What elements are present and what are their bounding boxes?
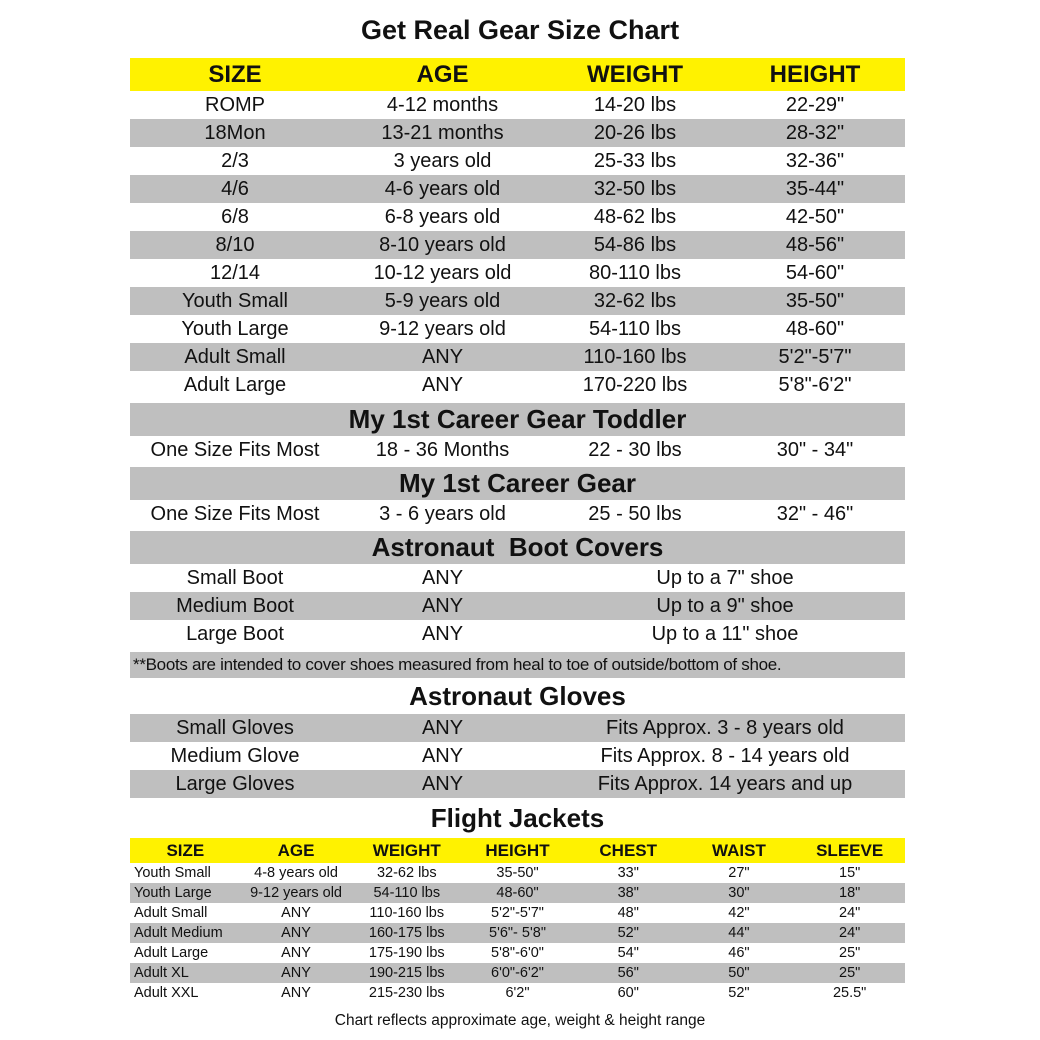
cell: Large Boot xyxy=(186,622,284,645)
cell: ANY xyxy=(421,594,464,617)
cell: Up to a 11" shoe xyxy=(651,622,799,645)
cell: 32-50 lbs xyxy=(593,177,677,200)
cell: 54" xyxy=(617,945,639,961)
table-row xyxy=(130,175,905,203)
cell: ANY xyxy=(421,345,464,368)
cell: 25" xyxy=(839,965,861,981)
cell: 30" xyxy=(728,885,750,901)
cell: 56" xyxy=(617,965,639,981)
cell: ANY xyxy=(421,772,464,795)
cell: 22 - 30 lbs xyxy=(588,438,682,461)
cell: 110-160 lbs xyxy=(369,905,445,921)
cell: Adult Medium xyxy=(134,925,223,941)
cell: ANY xyxy=(421,622,464,645)
table-row xyxy=(130,923,905,943)
cell: 22-29" xyxy=(785,93,845,116)
cell: 32-62 lbs xyxy=(593,289,677,312)
cell: 38" xyxy=(617,885,639,901)
cell: 8/10 xyxy=(215,233,255,256)
cell: 54-60" xyxy=(785,261,845,284)
cell: Fits Approx. 3 - 8 years old xyxy=(606,716,844,739)
cell: Medium Boot xyxy=(176,594,294,617)
cell: Youth Small xyxy=(182,289,288,312)
boot-covers-note: **Boots are intended to cover shoes measured from heal to toe of outside/bottom of shoe. xyxy=(130,652,905,678)
cell: 2/3 xyxy=(221,149,249,172)
column-header-height: HEIGHT xyxy=(769,60,861,88)
cell: 50" xyxy=(728,965,750,981)
cell: ANY xyxy=(281,945,311,961)
table-row xyxy=(130,231,905,259)
cell: 25-33 lbs xyxy=(593,149,677,172)
cell: One Size Fits Most xyxy=(150,502,320,525)
cell: 6/8 xyxy=(221,205,249,228)
table-row xyxy=(130,259,905,287)
table-row xyxy=(130,742,905,770)
cell: 10-12 years old xyxy=(373,261,512,284)
cell: 52" xyxy=(617,925,639,941)
table-row xyxy=(130,770,905,798)
cell: 5'2"-5'7" xyxy=(778,345,852,368)
table-row xyxy=(130,714,905,742)
cell: Up to a 7" shoe xyxy=(656,566,794,589)
cell: 24" xyxy=(839,905,861,921)
cell: 32-62 lbs xyxy=(376,865,437,881)
cell: 6-8 years old xyxy=(384,205,501,228)
flight-jackets-header xyxy=(130,838,905,863)
cell: 33" xyxy=(617,865,639,881)
table-row xyxy=(130,963,905,983)
section-title-flight-jackets: Flight Jackets xyxy=(430,802,605,833)
cell: 48" xyxy=(617,905,639,921)
cell: Adult Small xyxy=(184,345,286,368)
cell: ANY xyxy=(281,965,311,981)
column-header-weight: WEIGHT xyxy=(372,840,441,860)
cell: 30" - 34" xyxy=(776,438,854,461)
cell: 42" xyxy=(728,905,750,921)
cell: Youth Large xyxy=(134,885,212,901)
column-header-sleeve: SLEEVE xyxy=(816,840,884,860)
table-row xyxy=(130,287,905,315)
cell: 20-26 lbs xyxy=(593,121,677,144)
cell: 48-60" xyxy=(496,885,539,901)
cell: 4-8 years old xyxy=(254,865,338,881)
cell: 15" xyxy=(839,865,861,881)
cell: Adult Large xyxy=(183,373,287,396)
cell: 8-10 years old xyxy=(379,233,506,256)
cell: 52" xyxy=(728,985,750,1001)
cell: Adult XXL xyxy=(134,985,199,1001)
cell: 18" xyxy=(839,885,861,901)
cell: 35-50" xyxy=(785,289,845,312)
cell: 48-56" xyxy=(785,233,845,256)
cell: 160-175 lbs xyxy=(368,925,445,941)
page-title: Get Real Gear Size Chart xyxy=(360,15,680,45)
table-row xyxy=(130,203,905,231)
cell: 5-9 years old xyxy=(384,289,501,312)
table-row xyxy=(130,315,905,343)
section-title-gloves: Astronaut Gloves xyxy=(409,680,626,711)
section-title-boot-covers: Astronaut Boot Covers xyxy=(130,531,905,564)
column-header-chest: CHEST xyxy=(599,840,658,860)
cell: ANY xyxy=(421,566,464,589)
cell: 32-36" xyxy=(785,149,845,172)
table-row xyxy=(130,620,905,648)
cell: 12/14 xyxy=(209,261,261,284)
cell: Fits Approx. 14 years and up xyxy=(597,772,853,795)
cell: 6'2" xyxy=(505,985,530,1001)
boot-covers-table-body xyxy=(130,564,905,648)
cell: Small Boot xyxy=(186,566,284,589)
column-header-age: AGE xyxy=(416,60,469,88)
cell: 27" xyxy=(728,865,750,881)
cell: 4-12 months xyxy=(386,93,499,116)
footer-note: Chart reflects approximate age, weight & height range xyxy=(334,1012,706,1029)
table-row xyxy=(130,147,905,175)
cell: Small Gloves xyxy=(176,716,294,739)
cell: 9-12 years old xyxy=(250,885,342,901)
cell: 54-86 lbs xyxy=(593,233,677,256)
cell: 4/6 xyxy=(221,177,249,200)
cell: 44" xyxy=(728,925,750,941)
cell: 14-20 lbs xyxy=(593,93,677,116)
cell: 5'2"-5'7" xyxy=(491,905,544,921)
cell: 46" xyxy=(728,945,750,961)
cell: 190-215 lbs xyxy=(368,965,445,981)
cell: 35-44" xyxy=(785,177,845,200)
cell: ANY xyxy=(421,373,464,396)
cell: Up to a 9" shoe xyxy=(656,594,794,617)
column-header-height: HEIGHT xyxy=(485,840,550,860)
cell: 60" xyxy=(617,985,639,1001)
table-row xyxy=(130,343,905,371)
cell: 42-50" xyxy=(785,205,845,228)
cell: 25" xyxy=(839,945,861,961)
cell: 48-62 lbs xyxy=(593,205,677,228)
cell: 32" - 46" xyxy=(776,502,854,525)
column-header-age: AGE xyxy=(277,840,315,860)
cell: 170-220 lbs xyxy=(582,373,688,396)
cell: 13-21 months xyxy=(381,121,504,144)
cell: 9-12 years old xyxy=(379,317,506,340)
cell: Adult Large xyxy=(134,945,209,961)
cell: 5'8"-6'0" xyxy=(491,945,544,961)
table-row xyxy=(130,119,905,147)
main-table-body xyxy=(130,91,905,399)
table-row xyxy=(130,863,905,883)
cell: Youth Small xyxy=(134,865,211,881)
cell: 215-230 lbs xyxy=(368,985,445,1001)
cell: 24" xyxy=(839,925,861,941)
cell: ANY xyxy=(421,716,464,739)
cell: One Size Fits Most xyxy=(150,438,320,461)
career-table-body xyxy=(130,500,905,528)
cell: 6'0"-6'2" xyxy=(491,965,544,981)
cell: Large Gloves xyxy=(175,772,295,795)
table-row xyxy=(130,943,905,963)
column-header-waist: WAIST xyxy=(712,840,766,860)
table-row xyxy=(130,500,905,528)
cell: 4-6 years old xyxy=(384,177,501,200)
cell: 18Mon xyxy=(204,121,266,144)
table-row xyxy=(130,903,905,923)
section-title-toddler: My 1st Career Gear Toddler xyxy=(130,403,905,436)
cell: ANY xyxy=(281,925,311,941)
column-header-weight: WEIGHT xyxy=(587,60,683,88)
cell: Youth Large xyxy=(181,317,289,340)
table-row xyxy=(130,983,905,1003)
table-row xyxy=(130,371,905,399)
cell: 18 - 36 Months xyxy=(375,438,510,461)
cell: 80-110 lbs xyxy=(589,261,681,284)
column-header-size: SIZE xyxy=(166,840,205,860)
section-title-career: My 1st Career Gear xyxy=(130,467,905,500)
cell: 110-160 lbs xyxy=(583,345,687,368)
cell: Medium Glove xyxy=(170,744,300,767)
cell: 25.5" xyxy=(832,985,867,1001)
cell: Fits Approx. 8 - 14 years old xyxy=(600,744,850,767)
cell: Adult XL xyxy=(134,965,189,981)
cell: 3 - 6 years old xyxy=(379,502,506,525)
cell: ANY xyxy=(281,985,311,1001)
cell: 3 years old xyxy=(393,149,492,172)
column-header-size: SIZE xyxy=(208,60,262,88)
table-row xyxy=(130,436,905,464)
cell: ANY xyxy=(281,905,311,921)
table-row xyxy=(130,91,905,119)
cell: 175-190 lbs xyxy=(368,945,445,961)
cell: ROMP xyxy=(205,93,265,116)
cell: Adult Small xyxy=(134,905,208,921)
cell: 5'8"-6'2" xyxy=(778,373,852,396)
cell: 25 - 50 lbs xyxy=(588,502,682,525)
gloves-table-body xyxy=(130,714,905,798)
flight-jackets-table-body xyxy=(130,863,905,1003)
cell: 28-32" xyxy=(785,121,845,144)
cell: 54-110 lbs xyxy=(589,317,681,340)
cell: 48-60" xyxy=(785,317,845,340)
cell: 5'6"- 5'8" xyxy=(489,925,546,941)
cell: 54-110 lbs xyxy=(373,885,441,901)
cell: 35-50" xyxy=(496,865,539,881)
table-row xyxy=(130,592,905,620)
size-chart-tables xyxy=(130,58,905,1003)
table-row xyxy=(130,564,905,592)
main-table-header xyxy=(130,58,905,91)
cell: ANY xyxy=(421,744,464,767)
table-row xyxy=(130,883,905,903)
toddler-table-body xyxy=(130,436,905,464)
